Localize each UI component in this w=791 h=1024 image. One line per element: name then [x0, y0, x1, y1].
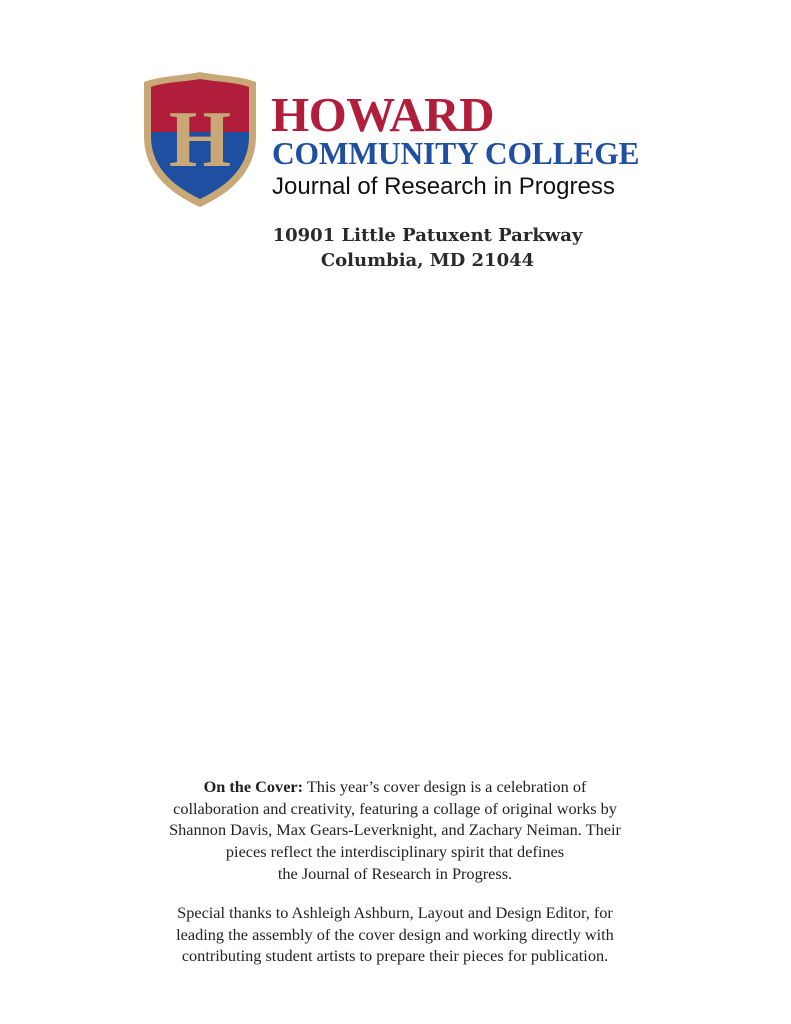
cover-note-lead: On the Cover: [203, 777, 304, 796]
cover-note-line [145, 776, 645, 798]
acknowledgment-line: Special thanks to Ashleigh Ashburn, Layout and Design Editor, for [177, 903, 613, 922]
shield-letter: H [168, 96, 232, 184]
cover-note-line: collaboration and creativity, featuring a collage of original works by [173, 798, 617, 818]
college-logo [141, 70, 661, 215]
college-name-line2: COMMUNITY COLLEGE [272, 136, 640, 171]
address-street: 10901 Little Patuxent Parkway [272, 225, 583, 246]
acknowledgment-line: contributing student artists to prepare their pieces for publication. [181, 946, 609, 966]
cover-note-line: the Journal of Research in Progress. [277, 863, 513, 883]
cover-note-text: This year’s cover design is a celebration of [303, 777, 587, 796]
acknowledgment-line: leading the assembly of the cover design and working directly with [176, 924, 614, 944]
cover-note [145, 776, 645, 885]
address-city: Columbia, MD 21044 [320, 250, 535, 271]
mailing-address [0, 223, 791, 273]
cover-note-line: pieces reflect the interdisciplinary spirit that defines [225, 842, 565, 862]
college-name-line1: HOWARD [271, 87, 494, 142]
acknowledgment [145, 902, 645, 967]
cover-note-line: Shannon Davis, Max Gears-Leverknight, and Zachary Neiman. Their [169, 820, 621, 840]
college-shield-icon [141, 70, 259, 210]
journal-title: Journal of Research in Progress [272, 173, 615, 200]
